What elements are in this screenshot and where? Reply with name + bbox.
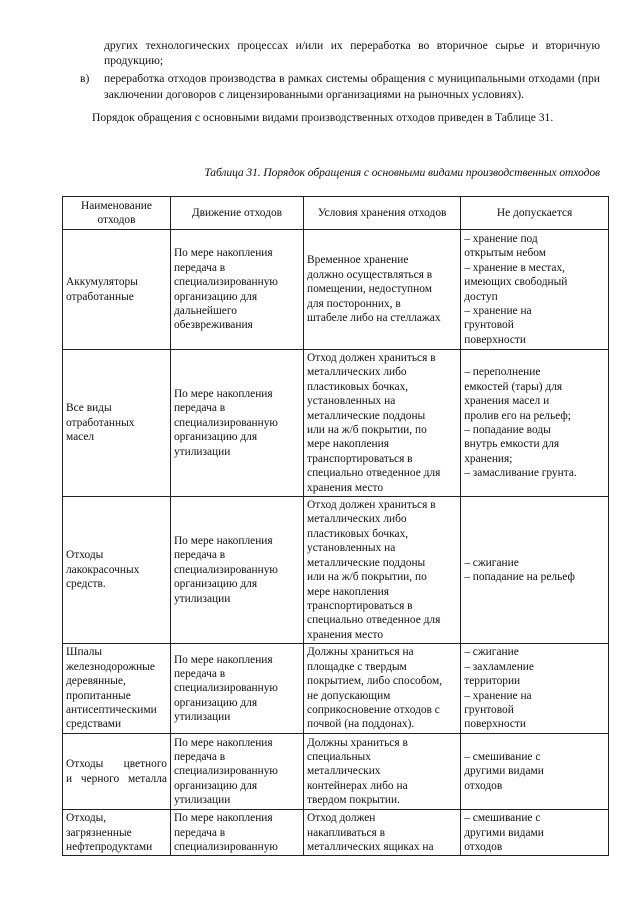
intro-text [62, 38, 600, 125]
header-storage-conditions: Условия хранения отходов [304, 197, 461, 230]
cell-movement: По мере накопления передача в специализированную организацию для дальнейшего обезвреживания [170, 230, 303, 350]
list-item-continuation: других технологических процессах и/или их переработка во вторичное сырье и вторичную продукцию; [104, 39, 600, 68]
cell-not-allowed: – сжигание – попадание на рельеф [461, 497, 609, 644]
cell-storage: Должны храниться на площадке с твердым покрытием, либо способом, не допускающим соприкосновение отходов с почвой (на поддонах). [304, 644, 461, 734]
table-row [63, 734, 609, 810]
cell-waste-name: Отходы лакокрасочных средств. [63, 497, 171, 644]
cell-movement: По мере накопления передача в специализированную организацию для утилизации [170, 350, 303, 497]
table-row [63, 230, 609, 350]
cell-storage: Отход должен храниться в металлических либо пластиковых бочках, установленных на металлические поддоны или на ж/б покрытии, по мере накопления транспортироваться в специально отведенное для хранения место [304, 350, 461, 497]
cell-storage: Временное хранение должно осуществляться в помещении, недоступном для посторонних, в штабеле либо на стеллажах [304, 230, 461, 350]
cell-not-allowed: – переполнение емкостей (тары) для хранения масел и пролив его на рельеф; – попадание воды внутрь емкости для хранения; – замасливание грунта. [461, 350, 609, 497]
header-waste-name: Наименование отходов [63, 197, 171, 230]
cell-not-allowed: – сжигание – захламление территории – хранение на грунтовой поверхности [461, 644, 609, 734]
list-item-v [62, 71, 600, 101]
cell-movement: По мере накопления передача в специализированную организацию для утилизации [170, 497, 303, 644]
cell-not-allowed: – смешивание с другими видами отходов [461, 810, 609, 856]
header-not-allowed: Не допускается [461, 197, 609, 230]
header-waste-movement: Движение отходов [170, 197, 303, 230]
table-row [63, 810, 609, 856]
table-row [63, 497, 609, 644]
cell-waste-name: Все виды отработанных масел [63, 350, 171, 497]
cell-movement: По мере накопления передача в специализированную организацию для утилизации [170, 644, 303, 734]
cell-waste-name: Отходы, загрязненные нефтепродуктами [63, 810, 171, 856]
cell-not-allowed: – хранение под открытым небом – хранение в местах, имеющих свободный доступ – хранение на грунтовой поверхности [461, 230, 609, 350]
cell-movement: По мере накопления передача в специализированную [170, 810, 303, 856]
table-header-row [63, 197, 609, 230]
cell-waste-name: Шпалы железнодорожные деревянные, пропитанные антисептическими средствами [63, 644, 171, 734]
cell-movement: По мере накопления передача в специализированную организацию для утилизации [170, 734, 303, 810]
cell-waste-name: Аккумуляторы отработанные [63, 230, 171, 350]
waste-handling-table [62, 196, 609, 856]
cell-not-allowed: – смешивание с другими видами отходов [461, 734, 609, 810]
cell-storage: Отход должен храниться в металлических либо пластиковых бочках, установленных на металлические поддоны или на ж/б покрытии, по мере накопления транспортироваться в специально отведенное для хранения место [304, 497, 461, 644]
table-row [63, 644, 609, 734]
list-marker: в) [80, 72, 90, 86]
cell-waste-name: Отходы цветного и черного металла [63, 734, 171, 810]
cell-storage: Должны храниться в специальных металлических контейнерах либо на твердом покрытии. [304, 734, 461, 810]
cell-storage: Отход должен накапливаться в металлических ящиках на [304, 810, 461, 856]
table-caption: Таблица 31. Порядок обращения с основными видами производственных отходов [204, 166, 600, 179]
body-paragraph: Порядок обращения с основными видами производственных отходов приведен в Таблице 31. [92, 110, 554, 124]
table-row [63, 350, 609, 497]
list-item-text: переработка отходов производства в рамках системы обращения с муниципальными отходами (при заключении договоров с лицензированными организациями на рыночных условиях). [104, 72, 600, 101]
